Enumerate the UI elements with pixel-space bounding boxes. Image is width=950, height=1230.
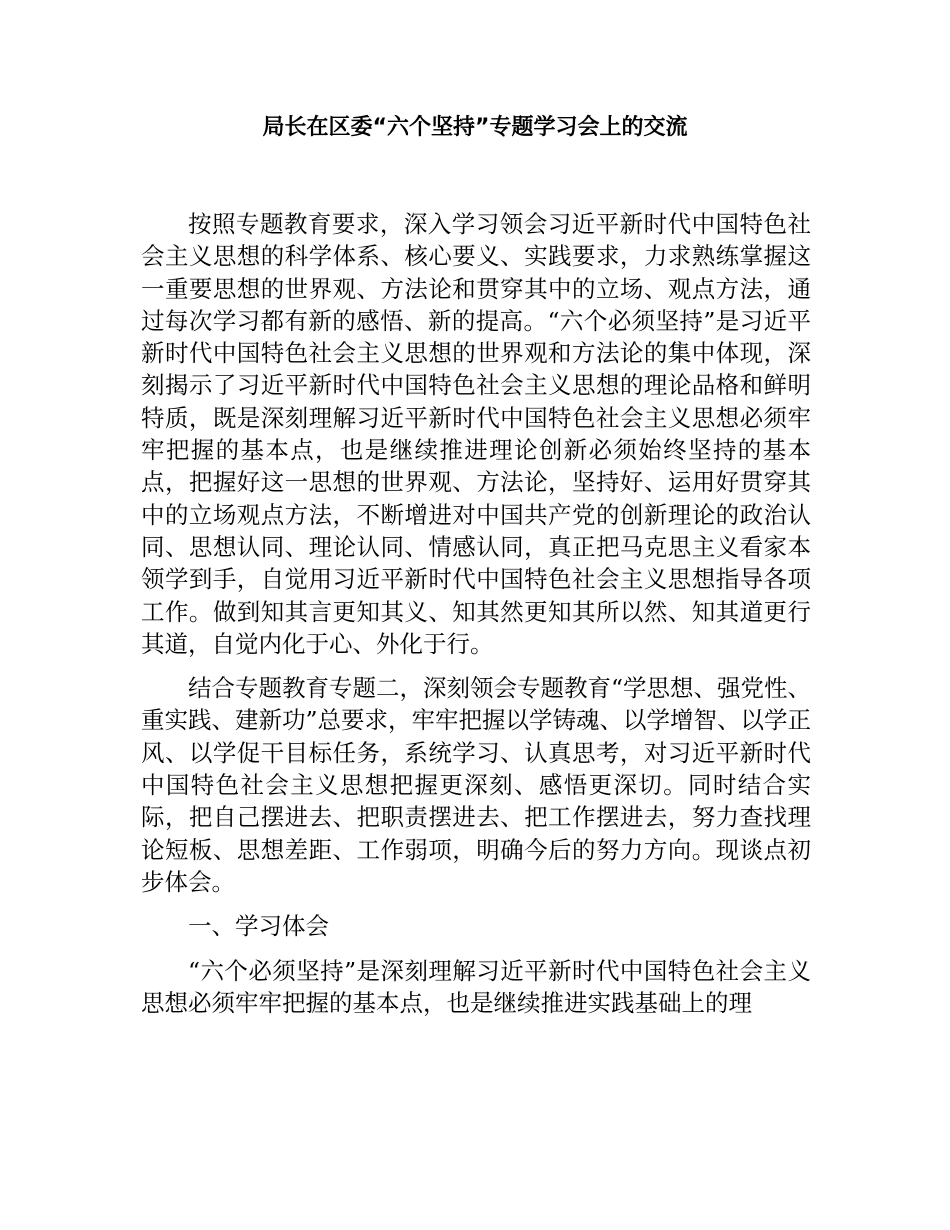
section-heading: 一、学习体会: [188, 912, 329, 941]
document-body: [141, 208, 811, 1031]
paragraph-topic-two: 结合专题教育专题二，深刻领会专题教育“学思想、强党性、重实践、建新功”总要求，牢牢把握以学铸魂、以学增智、以学正风、以学促干目标任务，系统学习、认真思考，对习近平新时代中国特色社会主义思想把握更深刻、感悟更深切。同时结合实际，把自己摆进去、把职责摆进去、把工作摆进去，努力查找理论短板、思想差距、工作弱项，明确今后的努力方向。现谈点初步体会。: [141, 674, 812, 896]
paragraph-section-one: “六个必须坚持”是深刻理解习近平新时代中国特色社会主义思想必须牢牢把握的基本点，也是继续推进实践基础上的理: [141, 956, 811, 1017]
paragraph-intro: 按照专题教育要求，深入学习领会习近平新时代中国特色社会主义思想的科学体系、核心要义、实践要求，力求熟练掌握这一重要思想的世界观、方法论和贯穿其中的立场、观点方法，通过每次学习都有新的感悟、新的提高。“六个必须坚持”是习近平新时代中国特色社会主义思想的世界观和方法论的集中体现，深刻揭示了习近平新时代中国特色社会主义思想的理论品格和鲜明特质，既是深刻理解习近平新时代中国特色社会主义思想必须牢牢把握的基本点，也是继续推进理论创新必须始终坚持的基本点，把握好这一思想的世界观、方法论，坚持好、运用好贯穿其中的立场观点方法，不断增进对中国共产党的创新理论的政治认同、思想认同、理论认同、情感认同，真正把马克思主义看家本领学到手，自觉用习近平新时代中国特色社会主义思想指导各项工作。做到知其言更知其义、知其然更知其所以然、知其道更行其道，自觉内化于心、外化于行。: [141, 210, 811, 658]
document-title: 局长在区委“六个坚持”专题学习会上的交流: [262, 115, 688, 140]
